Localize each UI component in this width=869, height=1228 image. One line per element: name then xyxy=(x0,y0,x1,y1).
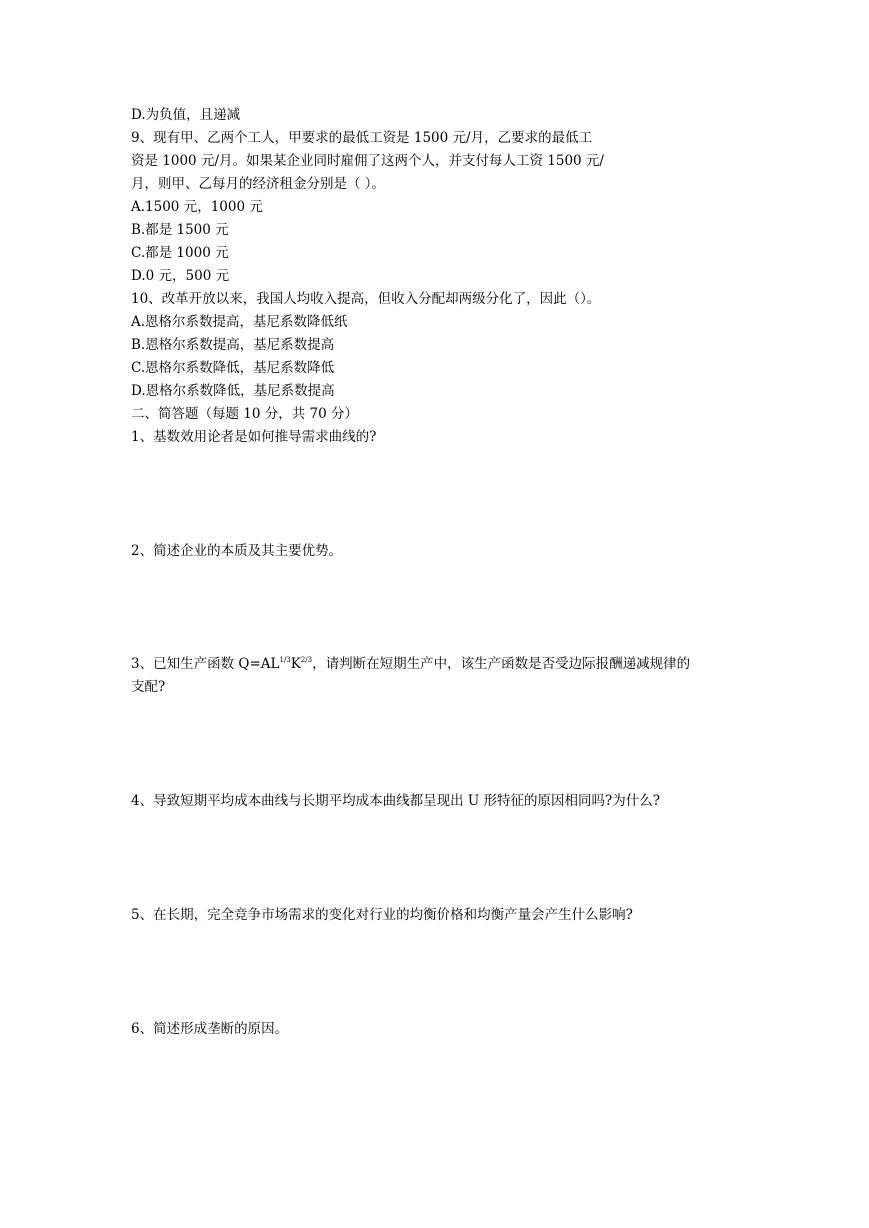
short-answer-q6: 6、简述形成垄断的原因。 xyxy=(131,1021,289,1037)
short-answer-q2: 2、简述企业的本质及其主要优势。 xyxy=(131,543,343,559)
q10-option-c: C.恩格尔系数降低，基尼系数降低 xyxy=(131,360,335,376)
short-answer-q5: 5、在长期，完全竞争市场需求的变化对行业的均衡价格和均衡产量会产生什么影响? xyxy=(131,907,633,923)
section2-heading: 二、简答题（每题 10 分，共 70 分） xyxy=(131,406,359,422)
short-answer-q1: 1、基数效用论者是如何推导需求曲线的? xyxy=(131,429,377,445)
q10-option-a: A.恩格尔系数提高，基尼系数降低纸 xyxy=(131,314,348,330)
q3-k: K xyxy=(290,656,301,672)
q3-exponent-l: 1/3 xyxy=(279,655,291,664)
q10-option-d: D.恩格尔系数降低，基尼系数提高 xyxy=(131,383,335,399)
q3-prefix: 3、已知生产函数 Q=AL xyxy=(131,656,280,672)
q3-exponent-k: 2/3 xyxy=(300,655,313,664)
q3-suffix: ，请判断在短期生产中，该生产函数是否受边际报酬递减规律的 xyxy=(312,656,691,672)
q9-option-c: C.都是 1000 元 xyxy=(131,245,229,261)
q10-stem: 10、改革开放以来，我国人均收入提高，但收入分配却两级分化了，因此（）。 xyxy=(131,291,601,307)
q8-option-d: D.为负值，且递减 xyxy=(131,107,241,123)
q9-stem-line3: 月，则甲、乙每月的经济租金分别是（ ）。 xyxy=(131,176,386,192)
q9-option-a: A.1500 元，1000 元 xyxy=(131,199,263,215)
short-answer-q3 xyxy=(131,653,690,676)
short-answer-q4: 4、导致短期平均成本曲线与长期平均成本曲线都呈现出 U 形特征的原因相同吗?为什么? xyxy=(131,793,661,809)
short-answer-q3-line2: 支配? xyxy=(131,679,166,695)
q9-stem-line2: 资是 1000 元/月。如果某企业同时雇佣了这两个人，并支付每人工资 1500 元/ xyxy=(131,153,604,169)
q9-option-b: B.都是 1500 元 xyxy=(131,222,229,238)
q9-option-d: D.0 元，500 元 xyxy=(131,268,230,284)
q10-option-b: B.恩格尔系数提高，基尼系数提高 xyxy=(131,337,335,353)
q9-stem-line1: 9、现有甲、乙两个工人，甲要求的最低工资是 1500 元/月，乙要求的最低工 xyxy=(131,130,593,146)
